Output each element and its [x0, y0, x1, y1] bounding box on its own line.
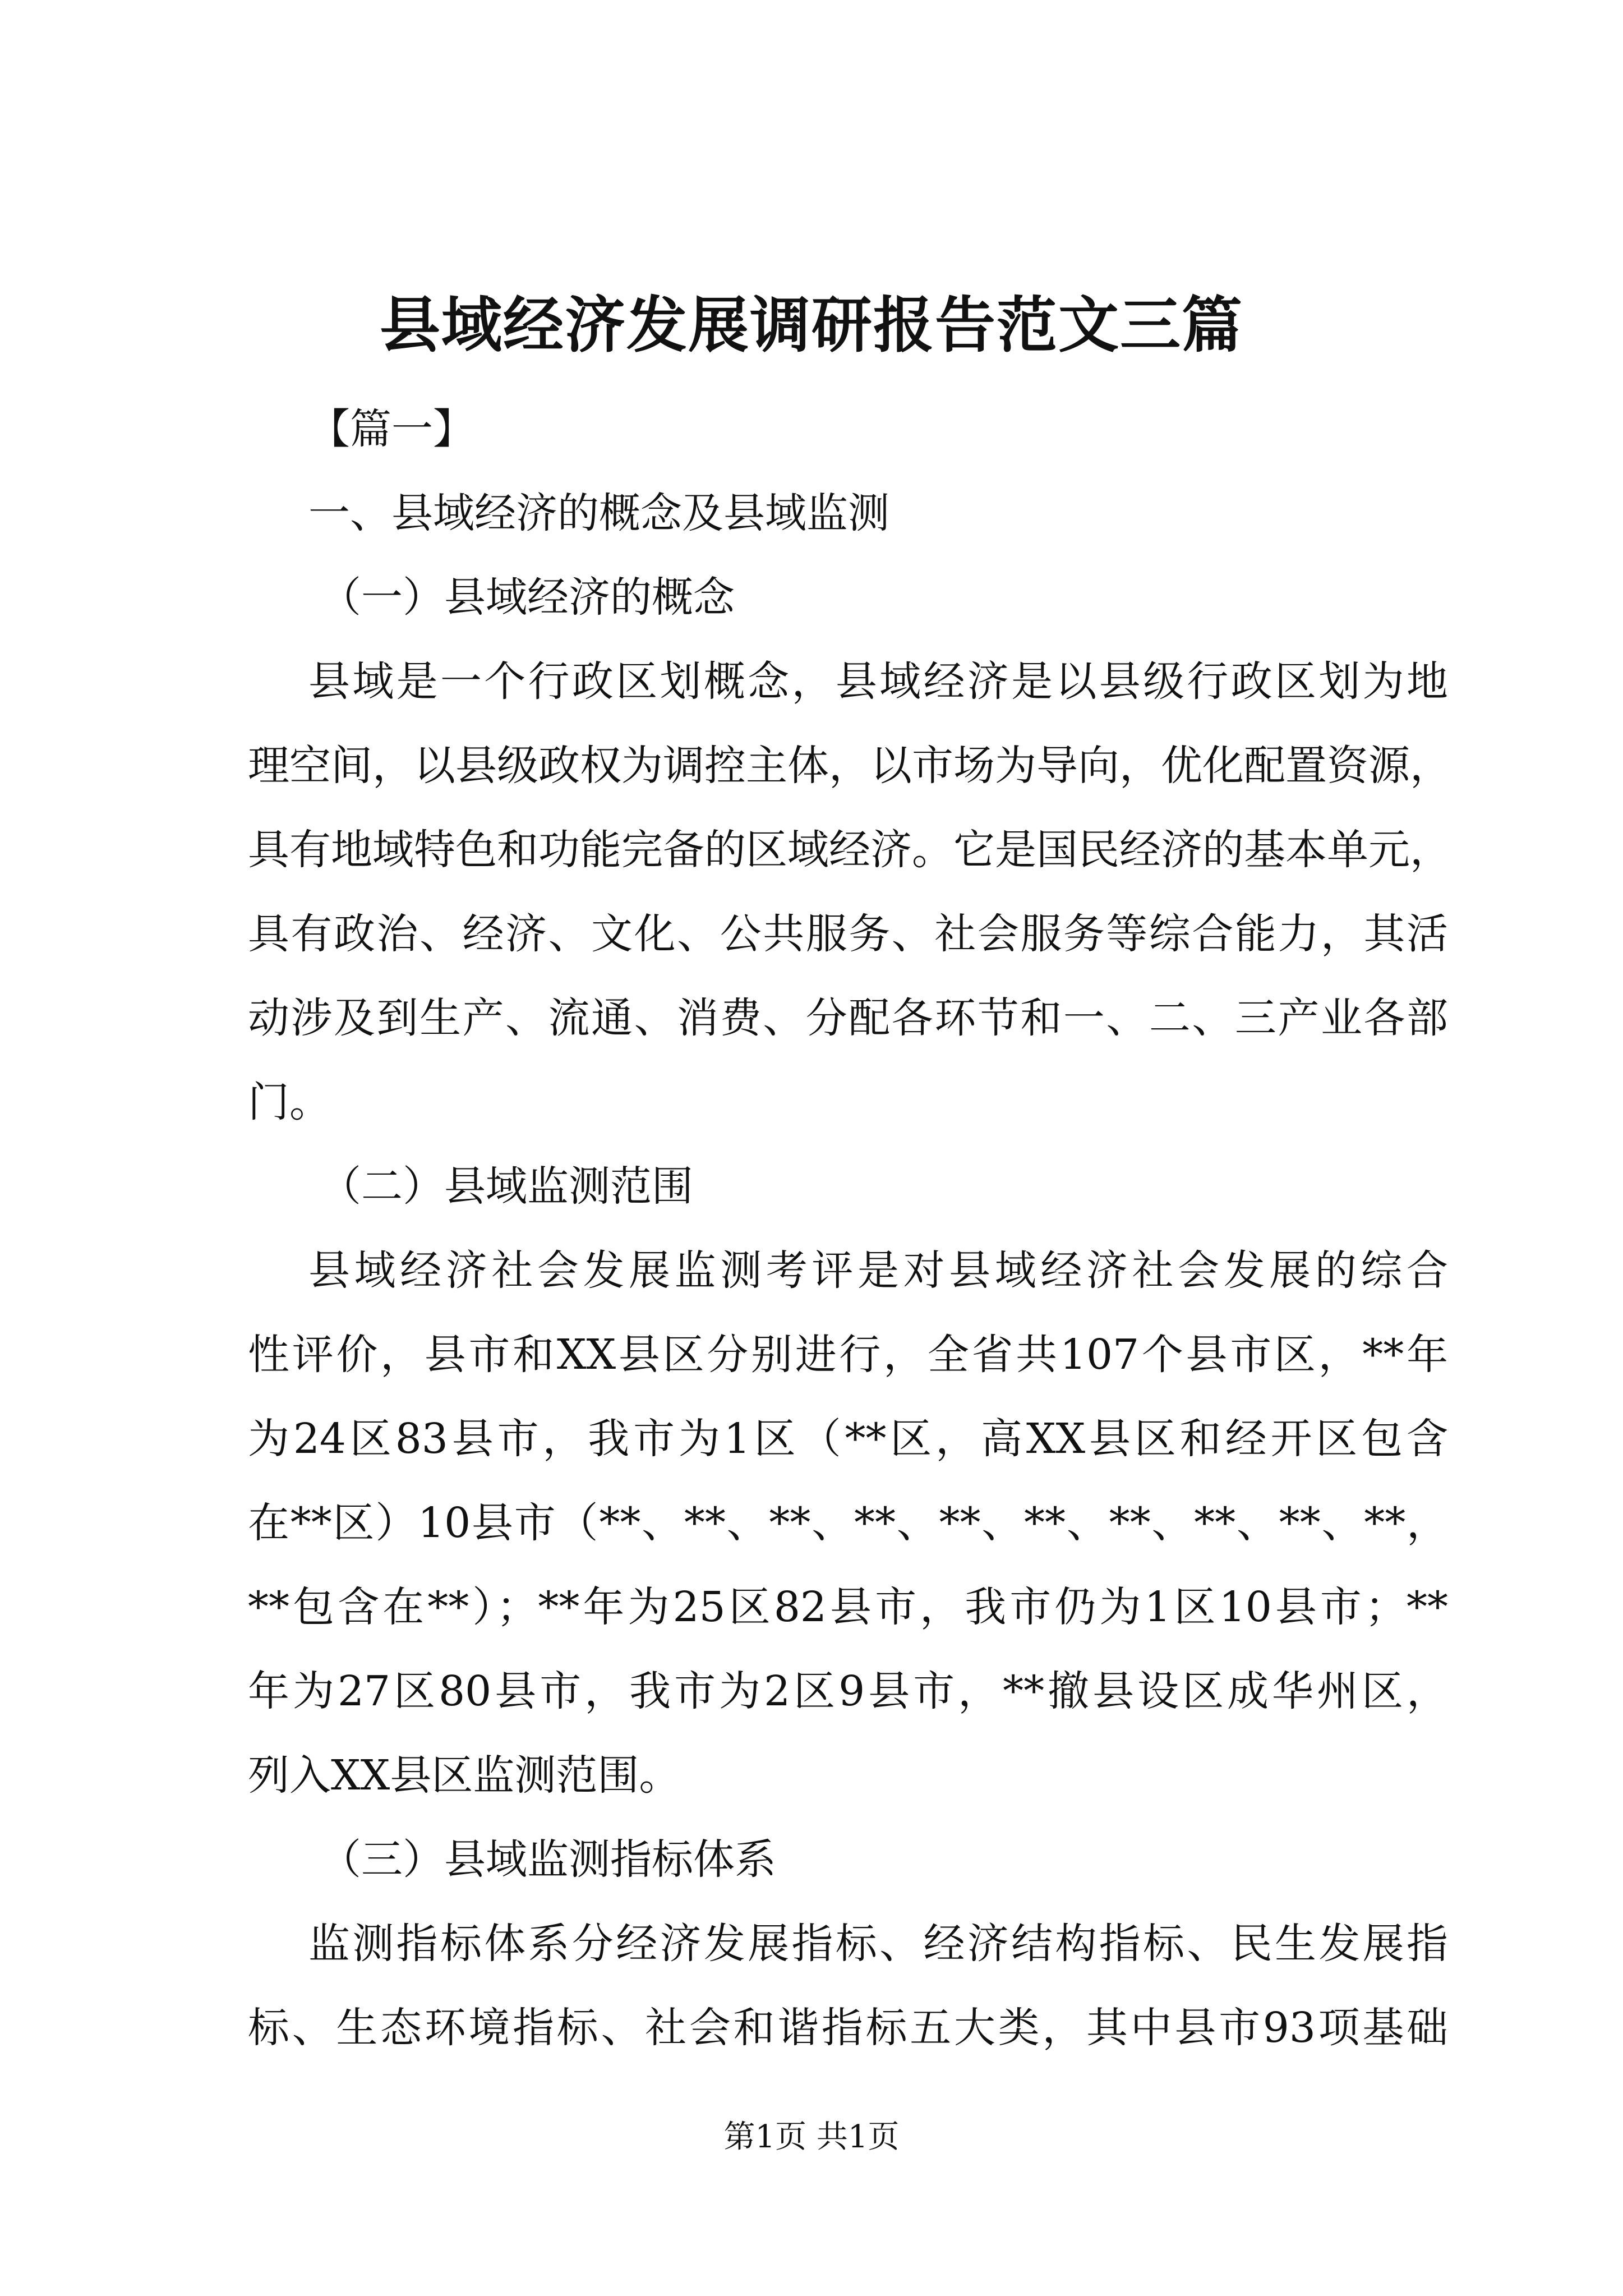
paragraph-line: 年为27区80县市，我市为2区9县市，**撤县设区成华州区， [248, 1667, 1448, 1715]
paragraph-line: 县域是一个行政区划概念，县域经济是以县级行政区划为地 [308, 657, 1448, 706]
subsection-heading: （三）县域监测指标体系 [320, 1835, 776, 1884]
subsection-heading: （二）县域监测范围 [320, 1162, 693, 1211]
page-footer: 第1页 共1页 [723, 2119, 900, 2155]
section-heading: 一、县域经济的概念及县域监测 [308, 489, 889, 537]
document-title: 县域经济发展调研报告范文三篇 [379, 290, 1243, 361]
document-body [248, 387, 1451, 2070]
paragraph-line: 县域经济社会发展监测考评是对县域经济社会发展的综合 [308, 1246, 1448, 1295]
paragraph-line: 为24区83县市，我市为1区（**区，高XX县区和经开区包含 [248, 1415, 1448, 1463]
paragraph-line: 标、生态环境指标、社会和谐指标五大类，其中县市93项基础 [248, 2004, 1448, 2052]
paragraph-line: 在**区）10县市（**、**、**、**、**、**、**、**、**、**， [248, 1499, 1448, 1547]
paragraph-line: 性评价，县市和XX县区分别进行，全省共107个县市区，**年 [248, 1331, 1448, 1379]
paragraph-line: 列入XX县区监测范围。 [248, 1751, 681, 1800]
paragraph-line: 门。 [248, 1078, 331, 1126]
paragraph-line: **包含在**）；**年为25区82县市，我市仍为1区10县市；** [248, 1583, 1448, 1631]
paragraph-line: 具有地域特色和功能完备的区域经济。它是国民经济的基本单元， [248, 826, 1451, 874]
paragraph-line: 动涉及到生产、流通、消费、分配各环节和一、二、三产业各部 [248, 994, 1448, 1042]
paragraph-line: 监测指标体系分经济发展指标、经济结构指标、民生发展指 [308, 1920, 1448, 1968]
subsection-heading: （一）县域经济的概念 [320, 573, 735, 622]
section-label: 【篇一】 [308, 405, 474, 453]
paragraph-line: 具有政治、经济、文化、公共服务、社会服务等综合能力，其活 [248, 910, 1448, 958]
paragraph-line: 理空间，以县级政权为调控主体，以市场为导向，优化配置资源， [248, 742, 1451, 790]
